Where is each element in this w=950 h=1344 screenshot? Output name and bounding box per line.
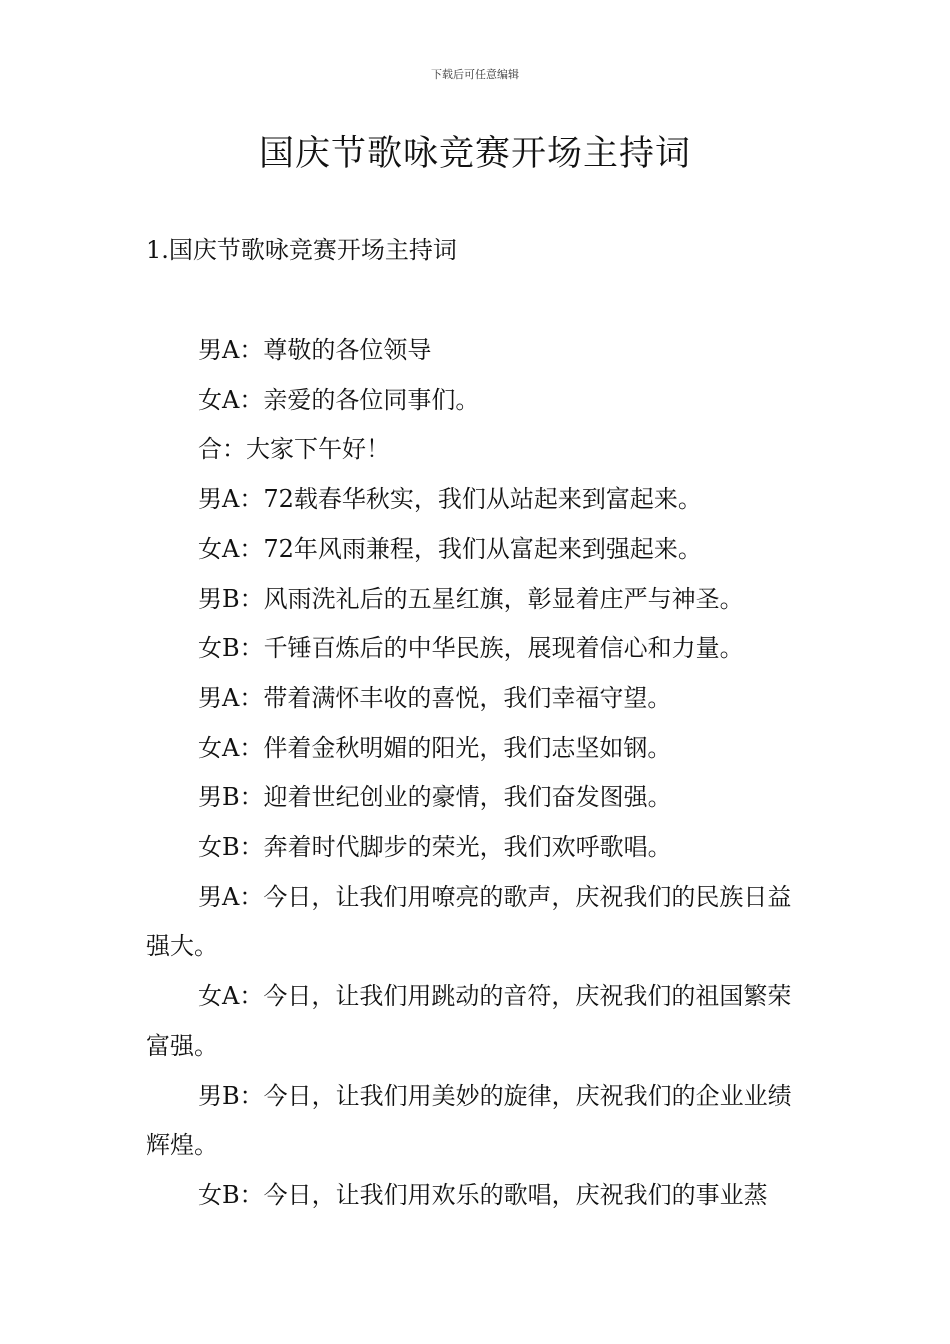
script-line: 女A：72年风雨兼程，我们从富起来到强起来。 (198, 534, 702, 563)
script-line: 合：大家下午好！ (198, 435, 390, 464)
script-line: 男A：今日，让我们用嘹亮的歌声，庆祝我们的民族日益强大。 (146, 882, 792, 961)
script-line: 男A：尊敬的各位领导 (198, 336, 432, 364)
script-line: 女A：伴着金秋明媚的阳光，我们志坚如钢。 (198, 733, 672, 762)
script-line: 男A：带着满怀丰收的喜悦，我们幸福守望。 (198, 683, 672, 712)
script-line: 男B：今日，让我们用美妙的旋律，庆祝我们的企业业绩辉煌。 (146, 1081, 792, 1160)
header-note: 下载后可任意编辑 (431, 68, 519, 81)
script-line: 女B：奔着时代脚步的荣光，我们欢呼歌唱。 (198, 833, 672, 862)
script-body (146, 326, 810, 1221)
script-line: 女B：今日，让我们用欢乐的歌唱，庆祝我们的事业蒸 (198, 1180, 768, 1209)
script-line: 女A：今日，让我们用跳动的音符，庆祝我们的祖国繁荣富强。 (146, 982, 792, 1060)
script-line: 女B：千锤百炼后的中华民族，展现着信心和力量。 (198, 634, 744, 663)
script-line: 男B：风雨洗礼后的五星红旗，彰显着庄严与神圣。 (198, 584, 744, 613)
document-title: 国庆节歌咏竞赛开场主持词 (258, 134, 691, 174)
script-line: 男B：迎着世纪创业的豪情，我们奋发图强。 (198, 783, 672, 812)
section-heading: 1.国庆节歌咏竞赛开场主持词 (146, 236, 457, 264)
script-line: 男A：72载春华秋实，我们从站起来到富起来。 (198, 485, 702, 514)
script-line: 女A：亲爱的各位同事们。 (198, 385, 480, 414)
